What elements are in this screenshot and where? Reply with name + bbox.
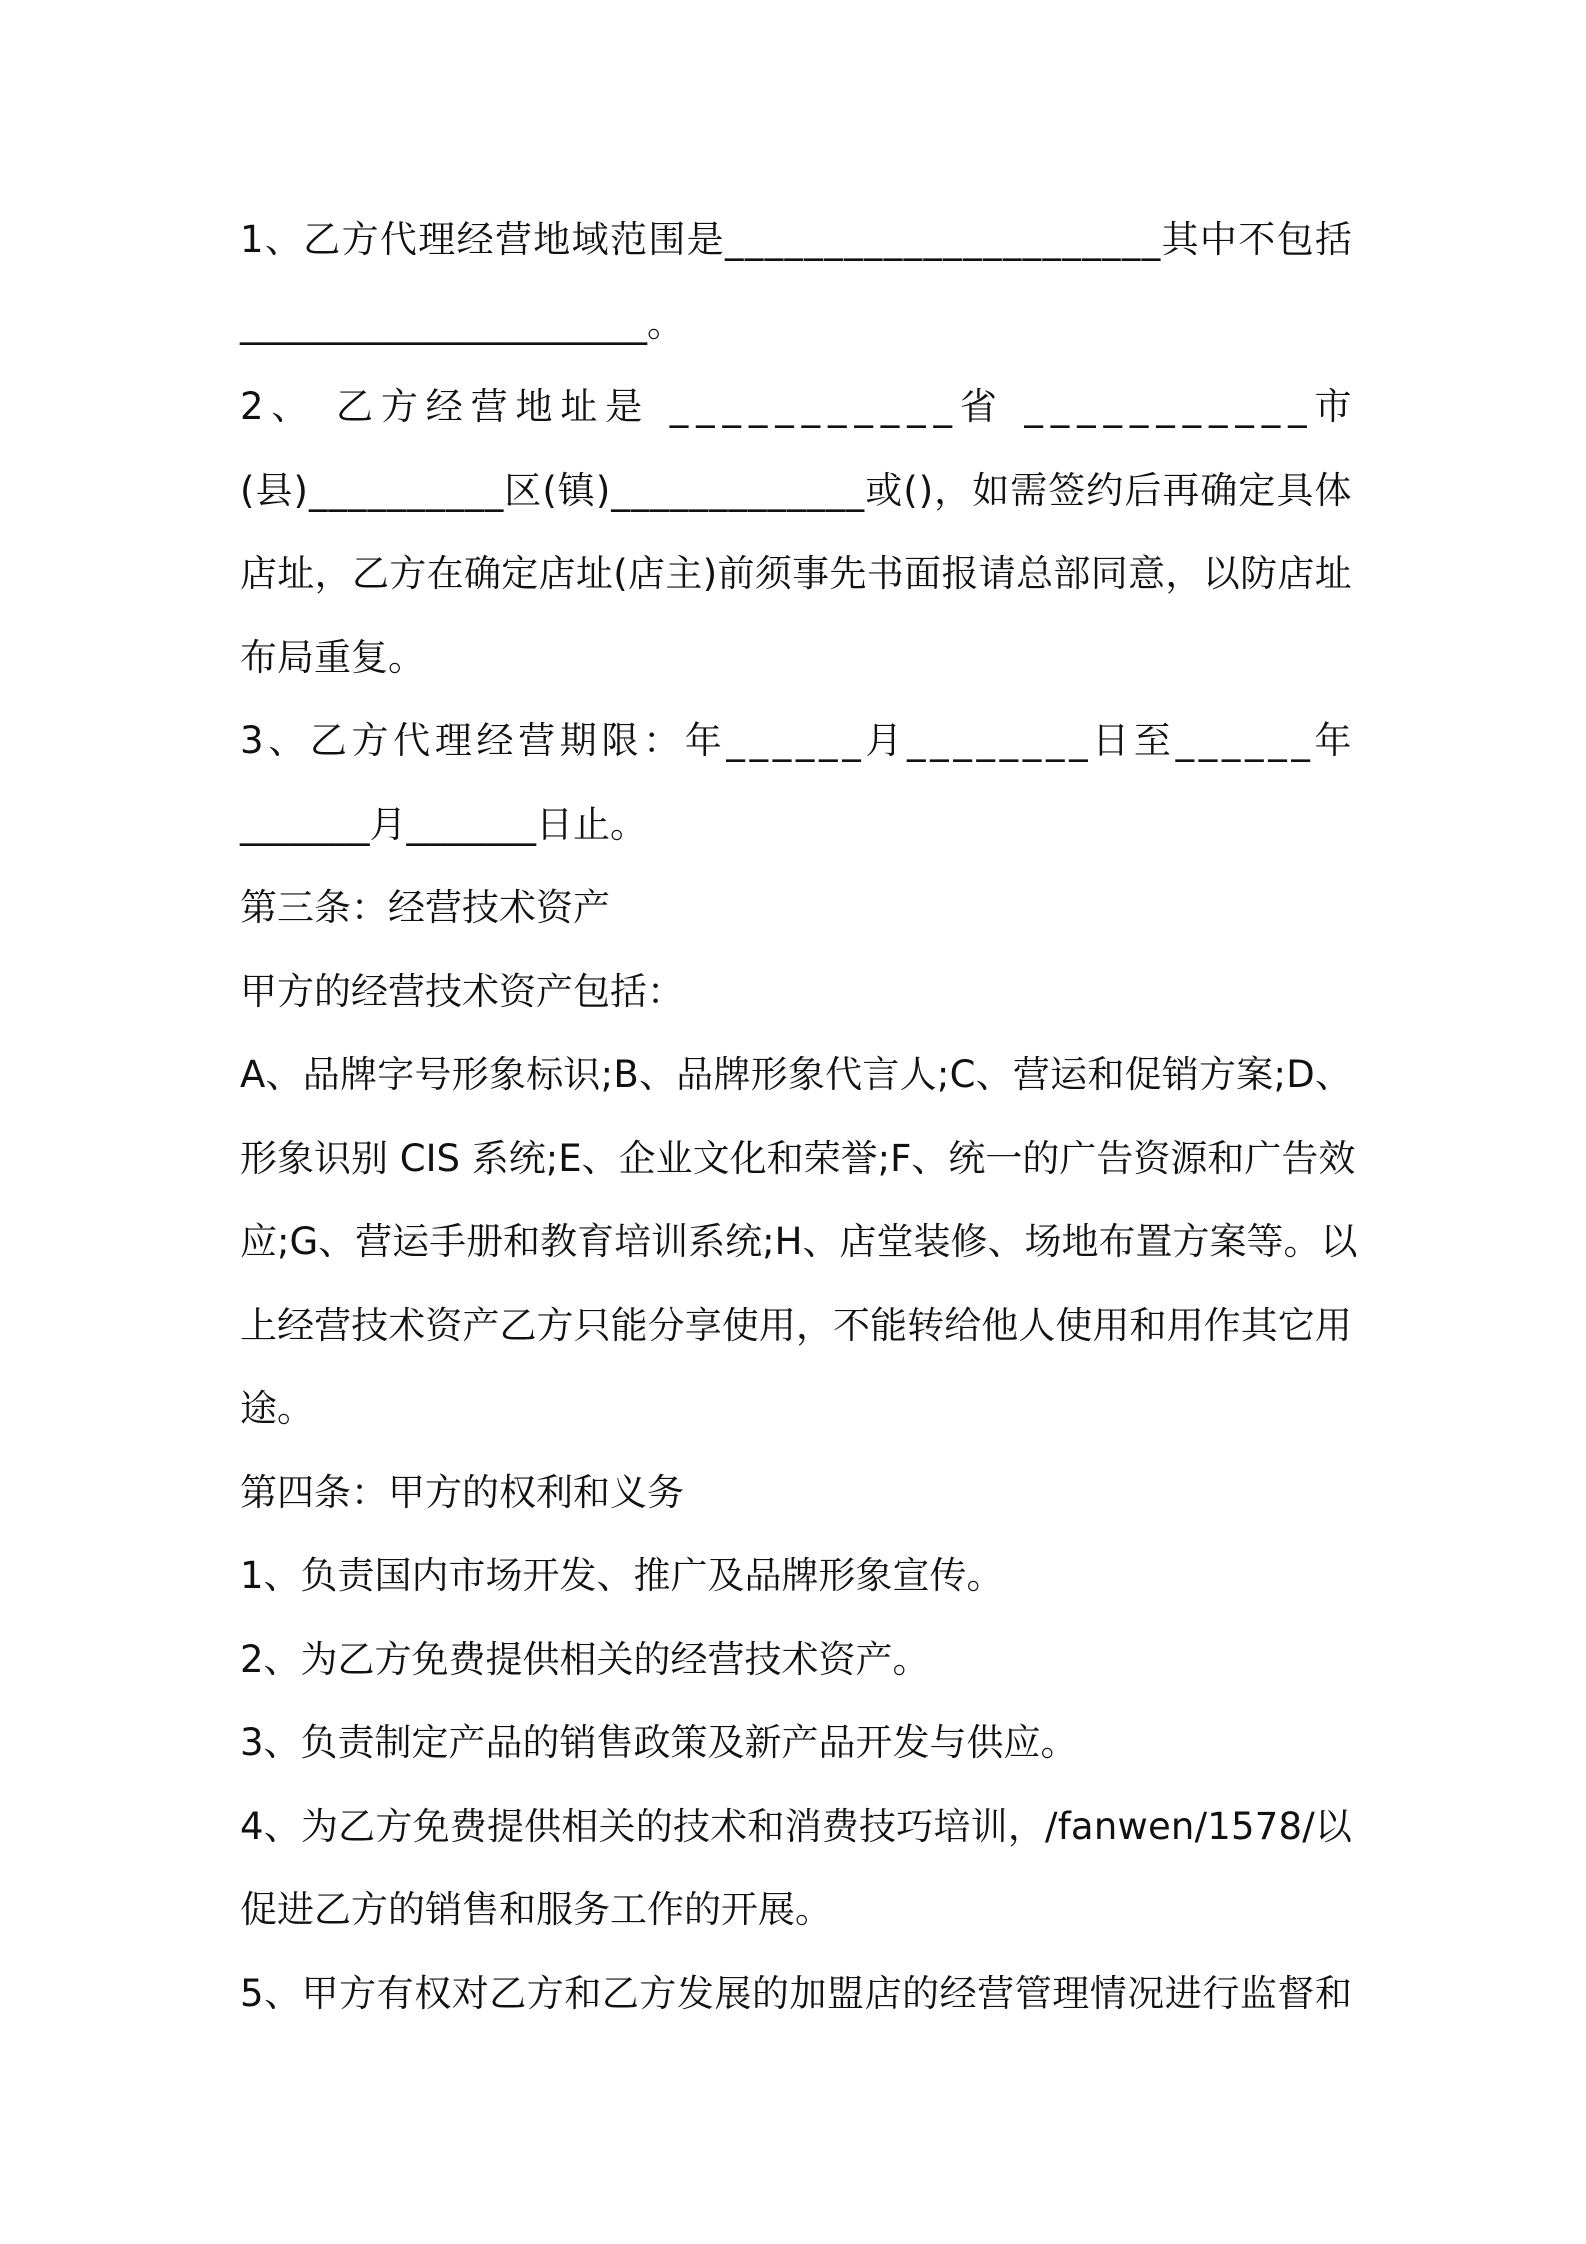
- text-line-13: 应 ; G 、 营 运 手 册 和 教 育 培 训 系 统 ; H 、 店 堂 装 修 、 场 地 布 置 方 案 等 。 以: [240, 1220, 1358, 1263]
- text-line-22: 5 、 甲 方 有 权 对 乙 方 和 乙 方 发 展 的 加 盟 店 的 经 营 管 理 情 况 进 行 监 督 和: [240, 1971, 1352, 2015]
- text-line-10: 甲方的经营技术资产包括：: [240, 969, 684, 1013]
- section-heading-3: 第三条：经营技术资产: [240, 886, 610, 929]
- text-line-19: 3、负责制定产品的销售政策及新产品开发与供应。: [240, 1721, 1078, 1764]
- text-line-20: 4 、 为 乙 方 免 费 提 供 相 关 的 技 术 和 消 费 技 巧 培 训 ， / f a n w e n / 1 5 7 8 / 以: [240, 1804, 1352, 1848]
- text-line-2: ______________________。: [240, 301, 684, 345]
- text-line-18: 2、为乙方免费提供相关的经营技术资产。: [240, 1637, 930, 1681]
- text-line-8: _______月_______日止。: [240, 802, 647, 846]
- text-line-17: 1、负责国内市场开发、推广及品牌形象宣传。: [240, 1554, 1004, 1597]
- text-line-5: 店 址 ， 乙 方 在 确 定 店 址 ( 店 主 ) 前 须 事 先 书 面 报 请 总 部 同 意 ， 以 防 店 址: [240, 552, 1352, 595]
- document-page: [240, 198, 1358, 2035]
- text-line-7: 3 、 乙 方 代 理 经 营 期 限 ： 年 _ _ _ _ _ _ 月 _ _ _ _ _ _ _ _ 日 至 _ _ _ _ _ _ 年: [240, 719, 1352, 762]
- text-line-6: 布局重复。: [240, 635, 425, 679]
- text-line-1: 1 、 乙 方 代 理 经 营 地 域 范 围 是 _ _ _ _ _ _ _ _ _ _ _ _ _ _ _ _ _ _ _ _ _ _ 其 中 不 包 括: [240, 218, 1352, 261]
- text-line-15: 途。: [240, 1387, 314, 1430]
- text-line-11: A 、 品 牌 字 号 形 象 标 识 ; B 、 品 牌 形 象 代 言 人 ; C 、 营 运 和 促 销 方 案 ; D 、: [240, 1053, 1352, 1096]
- text-line-12: 形 象 识 别 C I S 系 统 ; E 、 企 业 文 化 和 荣 誉 ; F 、 统 一 的 广 告 资 源 和 广 告 效: [240, 1136, 1356, 1180]
- text-line-4: ( 县 ) _ _ _ _ _ _ _ _ _ _ 区 ( 镇 ) _ _ _ _ _ _ _ _ _ _ _ _ _ 或 ( ) ， 如 需 签 约 后 再 确 定 具 体: [240, 468, 1352, 512]
- section-heading-4: 第四条：甲方的权利和义务: [240, 1470, 684, 1514]
- text-line-21: 促进乙方的销售和服务工作的开展。: [240, 1888, 832, 1931]
- text-line-14: 上 经 营 技 术 资 产 乙 方 只 能 分 享 使 用 ， 不 能 转 给 他 人 使 用 和 用 作 其 它 用: [240, 1303, 1352, 1347]
- text-line-3: 2 、 乙 方 经 营 地 址 是 _ _ _ _ _ _ _ _ _ _ _ 省 _ _ _ _ _ _ _ _ _ _ _ 市: [240, 385, 1352, 428]
